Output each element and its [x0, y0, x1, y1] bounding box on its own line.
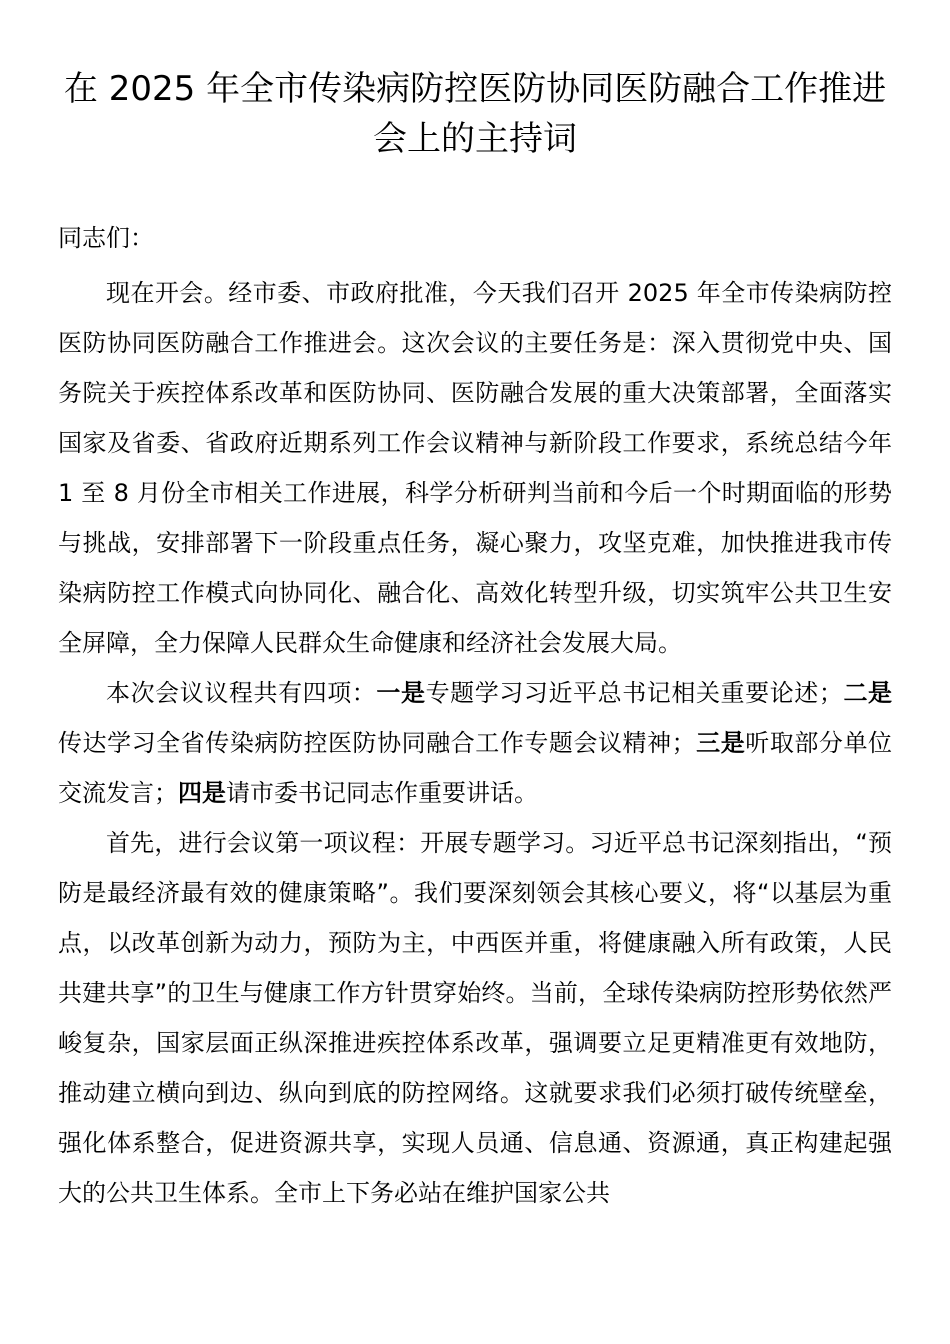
agenda-item-3-label: 三是 [695, 729, 746, 757]
salutation: 同志们： [58, 224, 154, 252]
agenda-paragraph [58, 668, 892, 818]
agenda-item-1-text: 专题学习习近平总书记相关重要论述； [425, 679, 843, 707]
document-body [58, 268, 892, 1218]
agenda-item-4-text: 请市委书记同志作重要讲话。 [226, 779, 538, 807]
agenda-item-1-label: 一是 [376, 679, 426, 707]
opening-paragraph: 现在开会。经市委、市政府批准，今天我们召开 2025 年全市传染病防控医防协同医防融合工作推进会。这次会议的主要任务是：深入贯彻党中央、国务院关于疾控体系改革和医防协同、医防融合发展的重大决策部署，全面落实国家及省委、省政府近期系列工作会议精神与新阶段工作要求，系统总结今年 1 至 8 月份全市相关工作进展，科学分析研判当前和今后一个时期面临的形势与挑战，安排部署下一阶段重点任务，凝心聚力，攻坚克难，加快推进我市传染病防控工作模式向协同化、融合化、高效化转型升级，切实筑牢公共卫生安全屏障，全力保障人民群众生命健康和经济社会发展大局。 [58, 279, 892, 657]
first-agenda-item-paragraph: 首先，进行会议第一项议程：开展专题学习。习近平总书记深刻指出，“预防是最经济最有效的健康策略”。我们要深刻领会其核心要义，将“以基层为重点，以改革创新为动力，预防为主，中西医并重，将健康融入所有政策，人民共建共享”的卫生与健康工作方针贯穿始终。当前，全球传染病防控形势依然严峻复杂，国家层面正纵深推进疾控体系改革，强调要立足更精准更有效地防，推动建立横向到边、纵向到底的防控网络。这就要求我们必须打破传统壁垒，强化体系整合，促进资源共享，实现人员通、信息通、资源通，真正构建起强大的公共卫生体系。全市上下务必站在维护国家公共 [58, 829, 892, 1207]
agenda-item-3-text: 听取部分单位交流发言； [58, 729, 893, 807]
agenda-item-2-label: 二是 [842, 679, 893, 707]
agenda-intro: 本次会议议程共有四项： [106, 679, 377, 707]
agenda-item-2-text: 传达学习全省传染病防控医防协同融合工作专题会议精神； [58, 729, 696, 757]
agenda-item-4-label: 四是 [178, 779, 226, 807]
document-title: 在 2025 年全市传染病防控医防协同医防融合工作推进会上的主持词 [63, 69, 887, 159]
